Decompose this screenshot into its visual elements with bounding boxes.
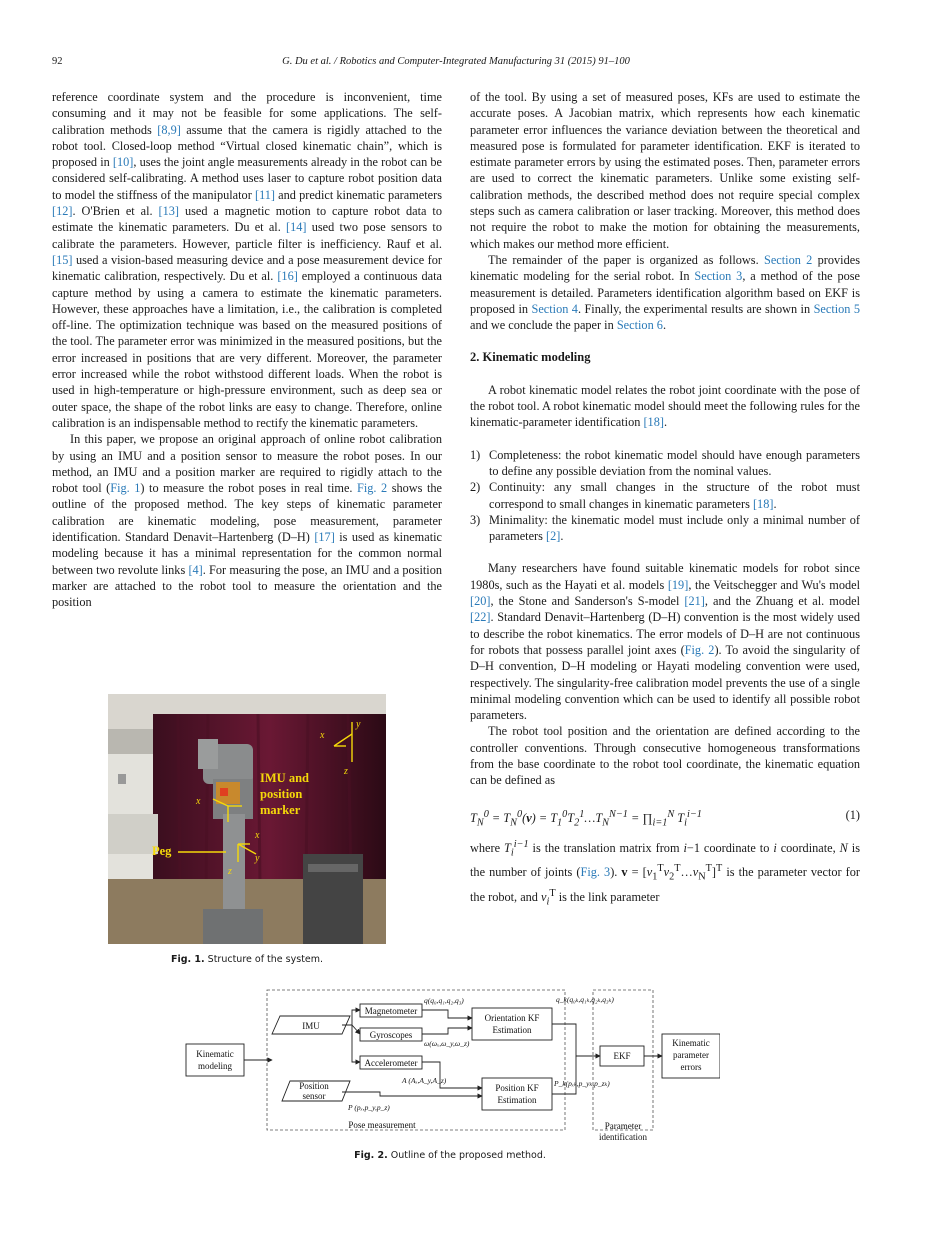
citation-link[interactable]: [11] [254, 187, 275, 202]
section-heading: 2. Kinematic modeling [470, 350, 591, 365]
citation-link[interactable]: Section 5 [813, 301, 861, 316]
svg-text:errors: errors [680, 1062, 702, 1072]
right-paragraph-4: Many researchers have found suitable kinematic models for robot since 1980s, such as the Hayati et al. models [19], the Veitschegger and Wu's model [20], the Stone and Sanderson's S-model [21], and the Zhuang et al. model [22]. Standard Denavit–Hartenberg (D–H) convention is the most widely used to describe the robot kinematics. The error models of D–H are not continuous for robots that possess parallel joint axes (Fig. 2). To avoid the singularity of D–H convention, D–H modeling or Hayati modeling convention were used, respectively. The singularity-free calibration model prevents the use of a single minimal modeling convention which can be used to identify all possible robot parameters. [470, 561, 861, 723]
right-paragraph-6: where $T_i^{i-1}$ is the translation matrix from i−1 coordinate to i coordinate, N is the number of joints (Fig. 3). $v = [v_1^Tv_2^T\dots v_N^T]^T$ is the parameter vector for the robot, and $v_i^T$ is the link parameter [470, 838, 860, 908]
svg-text:IMU: IMU [302, 1021, 320, 1031]
citation-link[interactable]: [14] [286, 220, 307, 235]
right-paragraph-2: The remainder of the paper is organized as follows. Section 2 provides kinematic modeling for the serial robot. In Section 3, a method of the pose measurement is detailed. Parameters identification algorithm based on EKF is proposed in Section 4. Finally, the experimental results are shown in Section 5 and we conclude the paper in Section 6. [470, 252, 861, 333]
rules-list [470, 447, 860, 545]
svg-text:q(q₀,q₁,q₂,q₃): q(q₀,q₁,q₂,q₃) [424, 996, 464, 1005]
svg-text:identification: identification [599, 1132, 647, 1142]
equation-1 [470, 797, 860, 833]
list-item: 3) Minimality: the kinematic model must include only a minimal number of parameters [2]. [470, 512, 860, 544]
svg-text:A (Aₓ,A_y,A_z): A (Aₓ,A_y,A_z) [402, 1076, 447, 1085]
citation-link[interactable]: Section 3 [694, 269, 743, 284]
peg-label: Peg [152, 844, 172, 858]
citation-link[interactable]: [17] [314, 530, 335, 545]
running-header [52, 56, 860, 72]
citation-link[interactable]: [4] [188, 562, 203, 577]
svg-text:Pose measurement: Pose measurement [348, 1120, 416, 1130]
citation-link[interactable]: [15] [52, 252, 73, 267]
citation-link[interactable]: [22] [470, 610, 491, 625]
svg-text:Orientation KF: Orientation KF [484, 1013, 540, 1023]
citation-link[interactable]: [10] [112, 155, 134, 170]
left-paragraph-2: In this paper, we propose an original approach of online robot calibration by using an IMU and a position sensor to measure the robot poses. In our method, an IMU and a position marker are required to rigidly attach to the robot tool (Fig. 1) to measure the robot poses in real time. Fig. 2 shows the outline of the proposed method. The key steps of kinematic parameter calibration are kinematic modeling, pose measurement, parameter identification. Standard Denavit–Hartenberg (D–H) [17] is used as kinematic modeling because it has a minimal representation for the common normal between two revolute links [4]. For measuring the pose, an IMU and a position marker are attached to the robot tool to measure the orientation and the position [52, 432, 442, 610]
svg-text:Position KF: Position KF [495, 1083, 539, 1093]
citation-link[interactable]: Section 2 [763, 252, 813, 267]
right-paragraph-3: A robot kinematic model relates the robot joint coordinate with the pose of the robot tool. A robot kinematic model should meet the following rules for the kinematic-parameter identification [18]. [470, 382, 860, 430]
citation-link[interactable]: [18] [643, 415, 664, 430]
svg-text:ω(ωₓ,ω_y,ω_z): ω(ωₓ,ω_y,ω_z) [424, 1039, 470, 1048]
journal-citation: G. Du et al. / Robotics and Computer-Integrated Manufacturing 31 (2015) 91–100 [282, 56, 630, 67]
svg-text:q_k(q₀ₖ,q₁ₖ,q₂ₖ,q₃ₖ): q_k(q₀ₖ,q₁ₖ,q₂ₖ,q₃ₖ) [556, 995, 614, 1004]
svg-text:P (pₓ,p_y,p_z): P (pₓ,p_y,p_z) [348, 1103, 390, 1112]
citation-link[interactable]: Fig. 1 [110, 481, 141, 496]
svg-text:modeling: modeling [198, 1061, 232, 1071]
svg-text:Estimation: Estimation [492, 1025, 532, 1035]
citation-link[interactable]: Fig. 2 [357, 481, 388, 496]
citation-link[interactable]: Section 4 [531, 301, 578, 316]
svg-text:parameter: parameter [673, 1050, 709, 1060]
citation-link[interactable]: [13] [158, 204, 180, 219]
citation-link[interactable]: [16] [277, 269, 298, 284]
imu-label: IMU and [260, 771, 309, 785]
figure-1-photo [108, 694, 386, 944]
left-paragraph-1: reference coordinate system and the procedure is inconvenient, time consuming and it may not be feasible for some applications. The self-calibration methods [8,9] assume that the camera is rigidly attached to the robot tool. Closed-loop method “Virtual closed kinematic chain”, which is proposed in [10], uses the joint angle measurements already in the robot can be considered self-calibrating. A method uses laser to capture robot position data to model the stiffness of the manipulator [11] and predict kinematic parameters [12]. O'Brien et al. [13] used a magnetic motion to capture robot data to estimate the kinematic parameters. Du et al. [14] used two pose sensors to calibrate the parameters. However, particle filter is inefficiency. Rauf et al. [15] used a vision-based measuring device and a pose measurement device for kinematic calibration, respectively. Du et al. [16] employed a continuous data capture method by using a camera to estimate the kinematic parameters. However, these approaches have a limitation, i.e., the calibration is completed off-line. The optimization technique was based on the measured positions of the tool. The parameter error was minimized in the measured positions, but the error increased in positions that are very different. Moreover, the parameter error increased while the robot withstood different loads. When the robot is used in high-temperature or high-pressure environment, such as deep sea or outer space, the shape of the robot links are easy to change. Therefore, online calibration is an indispensable method to rectify the kinematic parameters. [52, 90, 442, 430]
svg-text:x: x [196, 796, 201, 807]
list-item: 1) Completeness: the robot kinematic model should have enough parameters to define any possible deviation from the nominal values. [470, 447, 860, 478]
svg-text:sensor: sensor [302, 1091, 326, 1101]
figure-2-caption: Fig. 2. Outline of the proposed method. [354, 1150, 546, 1161]
ze-label: z [344, 766, 348, 777]
right-paragraph-5: The robot tool position and the orientation are defined according to the controller conventions. Through consecutive homogeneous transformations from the base coordinate to the robot tool coordinate, the kinematic equation can be defined as [470, 724, 860, 788]
equation-body: $T_N^0 = T_N^0(v)$ = $T_1^0T_2^1\dots T_N^{N-1}$ = $\prod_{i=1}^N$ $T_i^{i-1}$ [470, 808, 702, 829]
svg-text:Kinematic: Kinematic [196, 1049, 234, 1059]
svg-text:x: x [255, 830, 260, 841]
list-item: 2) Continuity: any small changes in the structure of the robot must correspond to small changes in kinematic parameters [18]. [470, 480, 860, 511]
citation-link[interactable]: Section 6 [616, 318, 663, 333]
svg-text:Kinematic: Kinematic [672, 1038, 710, 1048]
figure-1-caption: Fig. 1. Structure of the system. [170, 954, 324, 965]
citation-link[interactable]: [12] [52, 204, 73, 219]
xe-label: x [320, 730, 325, 741]
citation-link[interactable]: [20] [470, 594, 491, 609]
ye-label: y [356, 719, 361, 730]
equation-number: (1) [845, 807, 860, 822]
left-column [52, 89, 442, 611]
citation-link[interactable]: [8,9] [157, 122, 181, 137]
svg-text:EKF: EKF [613, 1051, 631, 1061]
citation-link[interactable]: [2] [546, 529, 561, 544]
page-number: 92 [52, 56, 63, 67]
right-column [470, 89, 860, 911]
figure-2-diagram [180, 988, 720, 1143]
svg-text:y: y [255, 853, 260, 864]
svg-text:Gyroscopes: Gyroscopes [369, 1030, 413, 1040]
svg-text:Estimation: Estimation [497, 1095, 537, 1105]
svg-text:Magnetometer: Magnetometer [364, 1006, 418, 1016]
svg-text:Position: Position [299, 1081, 329, 1091]
svg-text:Accelerometer: Accelerometer [364, 1058, 418, 1068]
svg-text:z: z [228, 866, 232, 877]
citation-link[interactable]: Fig. 2 [684, 642, 715, 657]
citation-link[interactable]: [21] [684, 594, 705, 609]
svg-text:P_k(pₓₖ,p_yₖ,p_zₖ): P_k(pₓₖ,p_yₖ,p_zₖ) [554, 1079, 610, 1088]
citation-link[interactable]: [19] [667, 577, 689, 592]
marker-label: marker [260, 803, 301, 817]
citation-link[interactable]: [18] [752, 496, 774, 511]
position-label: position [260, 787, 303, 801]
svg-text:Parameter: Parameter [604, 1121, 642, 1131]
right-paragraph-1: of the tool. By using a set of measured poses, KFs are used to estimate the accurate poses. A Jacobian matrix, which represents how each kinematic parameter error influences the variance deviation between the theoretical and measured pose is formulated for parameter identification. EKF is iterated to estimate parameter errors by using the estimated poses. Then, parameter errors are used to correct the kinematic parameters. Unlike some existing self-calibration methods, the described method does not require special complex steps such as camera calibration or laser tracking. Moreover, this method does not require the robot to make the motion for obtaining the measurements, which makes our method more efficient. [470, 90, 860, 251]
